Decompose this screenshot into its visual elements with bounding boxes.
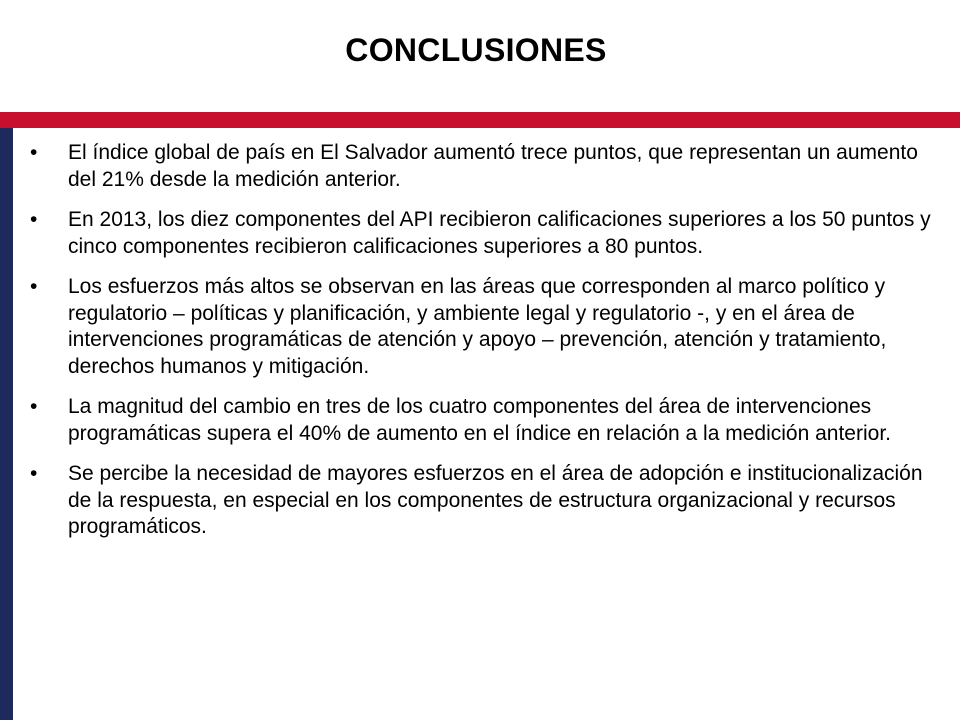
bullet-text: Se percibe la necesidad de mayores esfuerzos en el área de adopción e institucionalización de la respuesta, en especial en los componentes de estructura organizacional y recursos programáticos. [68, 462, 923, 538]
bullet-list [30, 140, 950, 555]
top-accent-bar [0, 112, 960, 128]
bullet-text: El índice global de país en El Salvador aumentó trece puntos, que representan un aumento del 21% desde la medición anterior. [68, 141, 918, 191]
bullet-text: La magnitud del cambio en tres de los cuatro componentes del área de intervenciones programáticas supera el 40% de aumento en el índice en relación a la medición anterior. [68, 395, 891, 445]
bullet-text: Los esfuerzos más altos se observan en las áreas que corresponden al marco político y regulatorio – políticas y planificación, y ambiente legal y regulatorio -, y en el área de intervenciones programáticas de atención y apoyo – prevención, atención y tratamiento, derechos humanos y mitigación. [68, 275, 887, 378]
bullet-item [30, 207, 950, 260]
bullet-icon: • [30, 275, 38, 298]
bullet-icon: • [30, 395, 38, 418]
bullet-item [30, 461, 950, 541]
side-accent-bar [0, 128, 13, 720]
bullet-icon: • [30, 462, 38, 485]
bullet-item [30, 140, 950, 193]
bullet-icon: • [30, 141, 38, 164]
page-title: CONCLUSIONES [345, 32, 607, 68]
bullet-item [30, 394, 950, 447]
bullet-icon: • [30, 208, 38, 231]
bullet-item [30, 274, 950, 380]
bullet-text: En 2013, los diez componentes del API recibieron calificaciones superiores a los 50 puntos y cinco componentes recibieron calificaciones superiores a 80 puntos. [68, 208, 931, 258]
